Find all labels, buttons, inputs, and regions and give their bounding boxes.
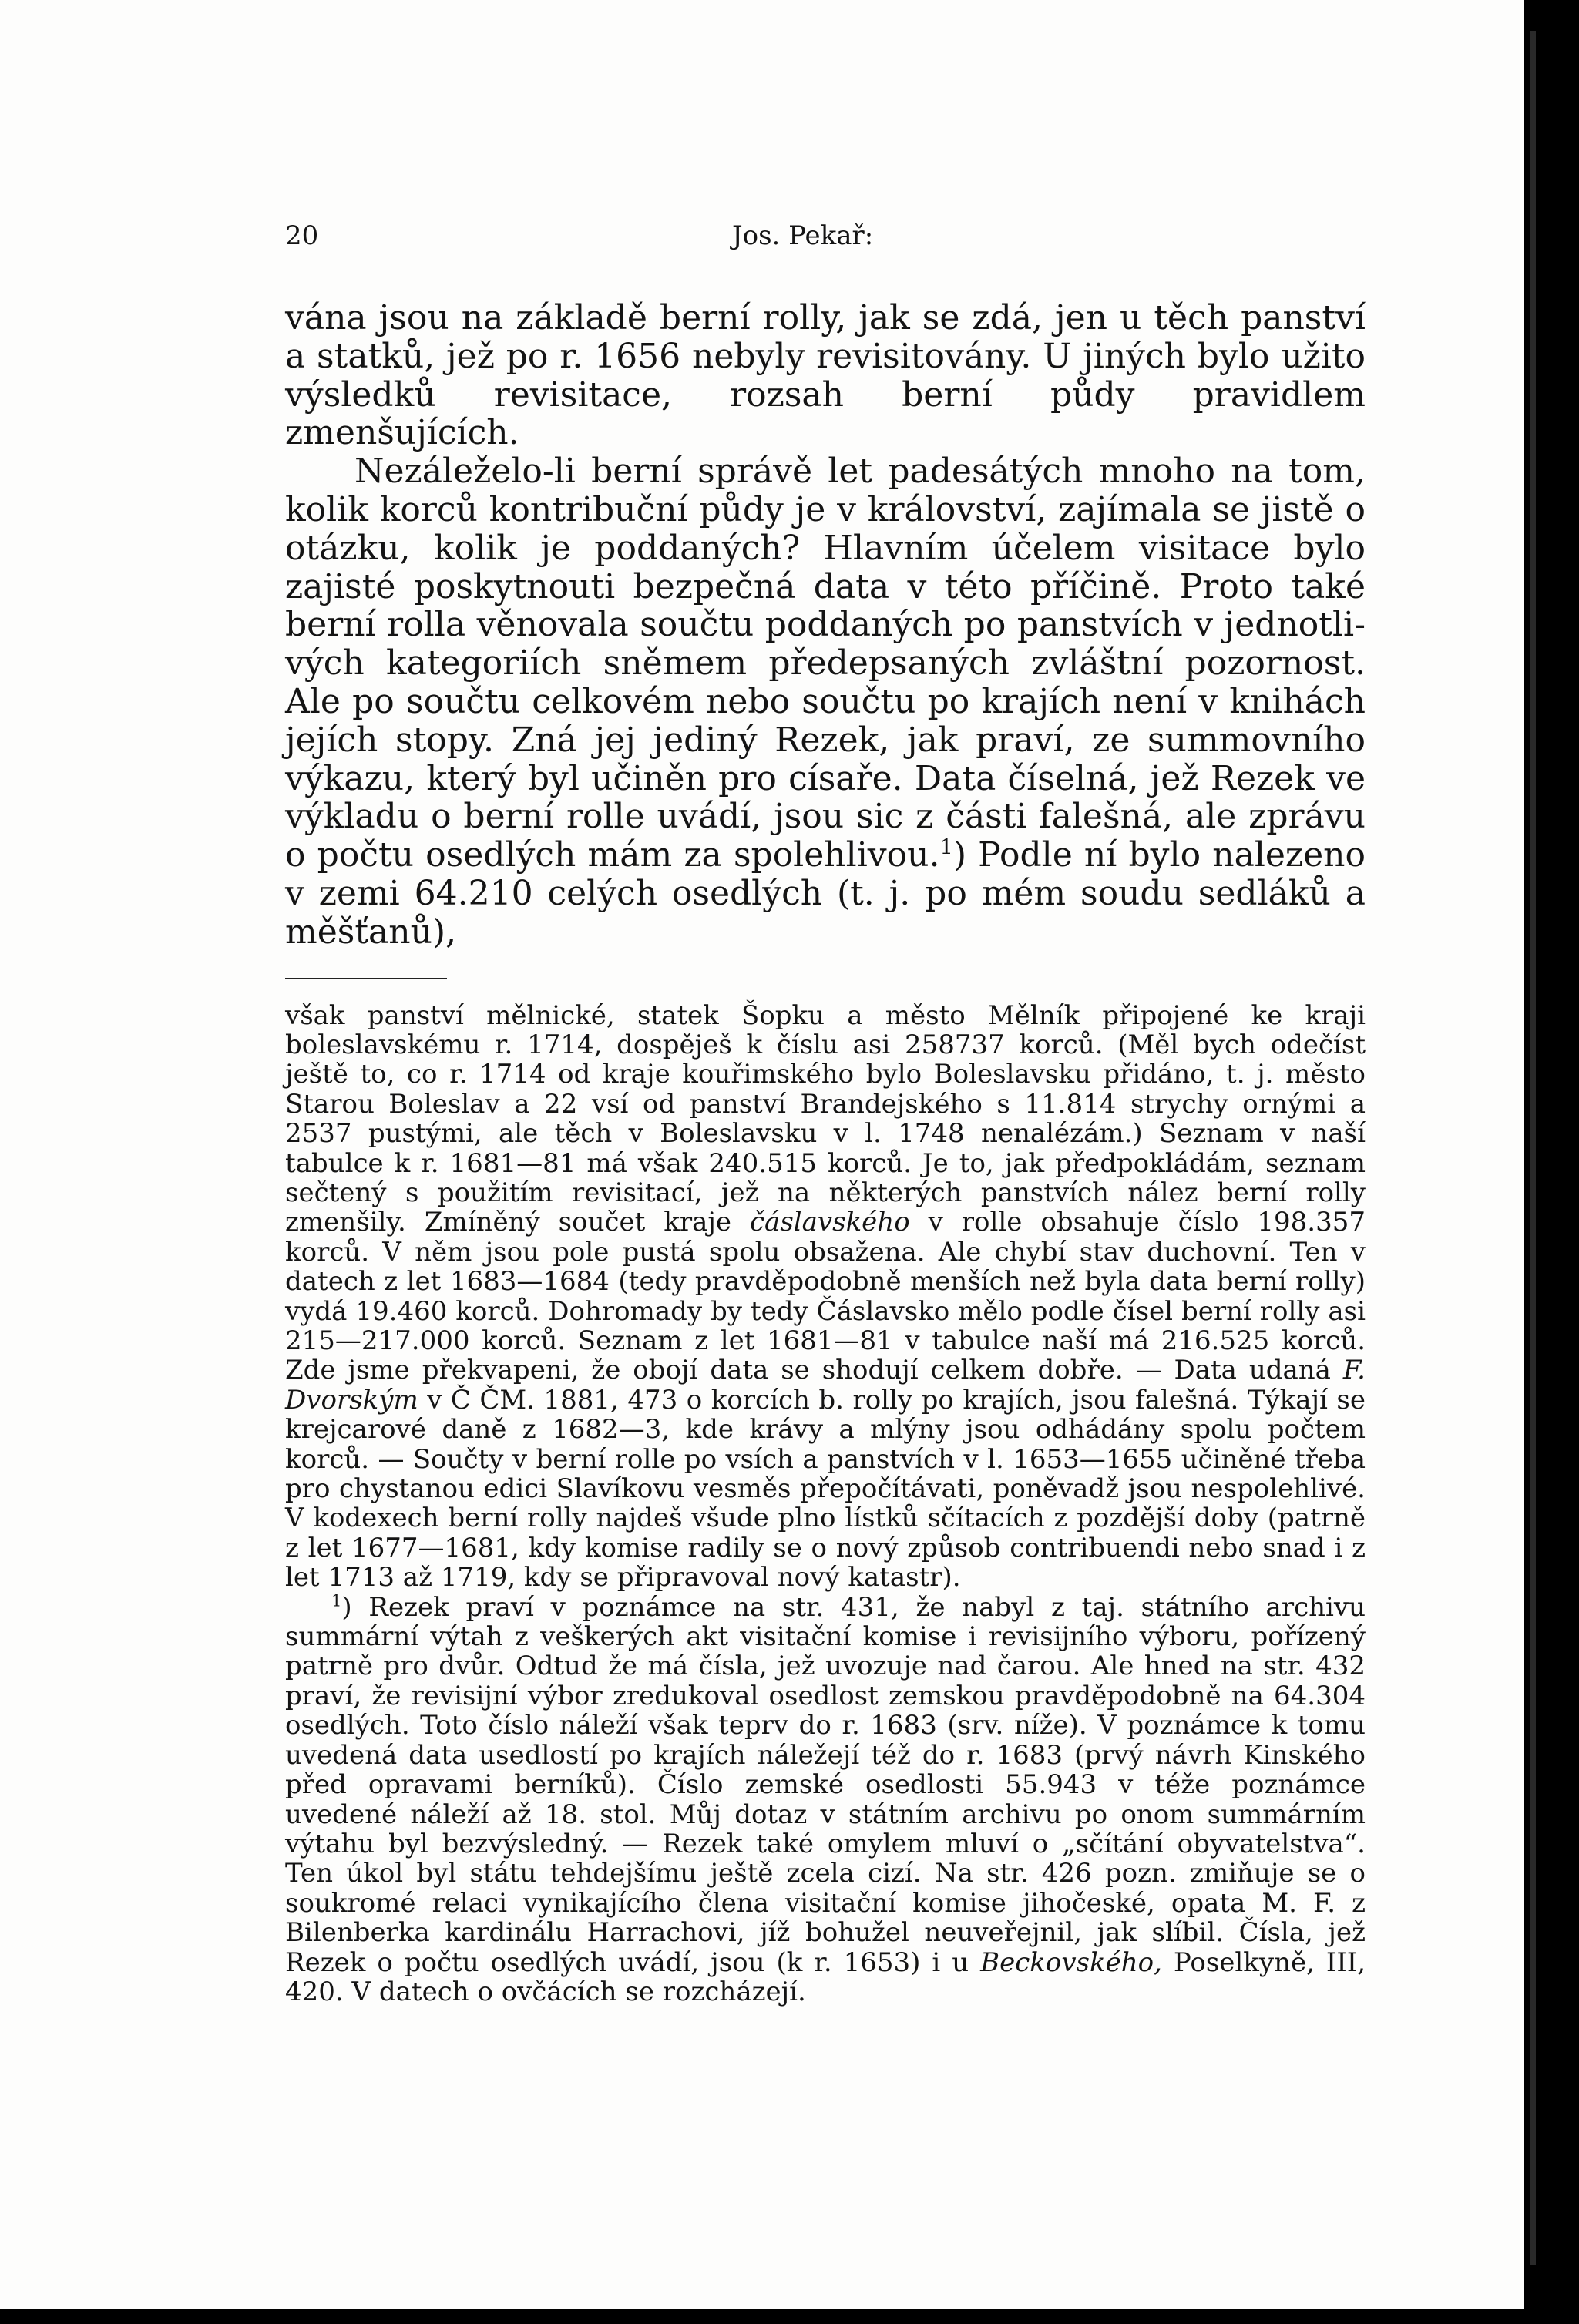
body-paragraph-1: vána jsou na základě berní rolly, jak se zdá, jen u těch panství a statků, jež po r. 1656 nebyly revisitovány. U jiných bylo užito výsledků revisitace, rozsah berní půdy pravidlem zmenšujících. — [285, 298, 1366, 453]
running-title: Jos. Pekař: — [732, 220, 874, 251]
body-paragraph-2 — [285, 452, 1366, 951]
footnote-continued-text-a: však panství mělnické, statek Šopku a město Mělník připojené ke kraji boleslavskému r. 1714, dospěješ k číslu asi 258737 korců. (Měl bych odečíst ještě to, co r. 1714 od kraje kouřimského bylo Boleslavsku přidáno, t. j. město Starou Boleslav a 22 vsí od panství Brandejského s 11.814 strychy ornými a 2537 pustými, ale těch v Boleslavsku v l. 1748 nenalézám.) Seznam v naší tabulce k r. 1681—81 má však 240.515 korců. Je to, jak předpokládám, seznam sečtený s použitím revisitací, jež na některých panstvích nález berní rolly zmenšily. Zmíněný součet kraje — [285, 999, 1366, 1238]
footnote-continued-text-c: v Č ČM. 1881, 473 o korcích b. rolly po krajích, jsou falešná. Týkají se krejcarové daně z 1682—3, kde krávy a mlýny jsou odhádány spolu počtem korců. — Součty v berní rolle po vsích a panstvích v l. 1653—1655 učiněné třeba pro chystanou edici Slavíkovu vesměs přepočítávati, poněvadž jsou nespolehlivé. V kodexech berní rolly najdeš všude plno lístků sčítacích z pozdější doby (patrně z let 1677—1681, kdy komise radily se o nový způsob contribuendi nebo snad i z let 1713 až 1719, kdy se připravoval nový katastr). — [285, 1384, 1366, 1594]
body-paragraph-2-text: Nezáleželo-li berní správě let padesátých mnoho na tom, kolik korců kontribuční půdy je v království, zajímala se jistě o otázku, kolik je poddaných? Hlavním účelem visitace bylo zajisté poskytnouti bezpečná data v této příčině. Proto také berní rolla věnovala součtu poddaných po panstvích v jednotlivých kategoriích sněmem předepsaných zvláštní pozornost. Ale po součtu celkovém nebo součtu po krajích není v knihách jejích stopy. Zná jej jediný Rezek, jak praví, ze summovního výkazu, který byl učiněn pro císaře. Data číselná, jež Rezek ve výkladu o berní rolle uvádí, jsou sic z části falešná, ale zprávu o počtu osedlých mám za spolehlivou. — [285, 452, 1366, 875]
footnote-1-text-b: Poselkyně, III, 420. V datech o ovčácích se rozcházejí. — [285, 1946, 1366, 2007]
page-number: 20 — [285, 220, 319, 251]
footnote-continued-author: F. Dvorským — [285, 1355, 1366, 1416]
main-text — [285, 299, 1366, 952]
footnote-continued-italic: čáslavského — [750, 1207, 910, 1238]
page-edge-line — [1530, 31, 1536, 2265]
footnotes — [285, 1001, 1366, 2007]
footnote-1-marker: 1 — [331, 1590, 342, 1610]
footnote-1-text-a: ) Rezek praví v poznámce na str. 431, že nabyl z taj. státního archivu summární výtah z veškerých akt visitační komise i revisijního výboru, pořízený patrně pro dvůr. Odtud že má čísla, jež uvozuje nad čarou. Ale hned na str. 432 praví, že revisijní výbor zredukoval osedlost zemskou pravděpodobně na 64.304 osedlých. Toto číslo náleží však teprv do r. 1683 (srv. níže). V poznámce k tomu uvedená data usedlostí po krajích náležejí též do r. 1683 (prvý návrh Kinského před opravami berníků). Číslo zemské osedlosti 55.943 v téže poznámce uvedené náleží až 18. stol. Můj dotaz v státním archivu po onom summárním výtahu byl bezvýsledný. — Rezek také omylem mluví o „sčítání obyvatelstva“. Ten úkol byl státu tehdejšímu ještě zcela cizí. Na str. 426 pozn. zmiňuje se o soukromé relaci vynikajícího člena visitační komise jihočeské, opata M. F. z Bilenberka kardinálu Harrachovi, jíž bohužel neuveřejnil, jak slíbil. Čísla, jež Rezek o počtu osedlých uvádí, jsou (k r. 1653) i u — [285, 1591, 1366, 1978]
footnote-continued-text-b: v rolle obsahuje číslo 198.357 korců. V něm jsou pole pustá spolu obsažena. Ale chybí stav duchovní. Ten v datech z let 1683—1684 (tedy pravděpodobně menších než byla data berní rolly) vydá 19.460 korců. Dohromady by tedy Čáslavsko mělo podle čísel berní rolly asi 215—217.000 korců. Seznam z let 1681—81 v tabulce naší má 216.525 korců. Zde jsme překvapeni, že obojí data se shodují celkem dobře. — Data udaná — [285, 1207, 1366, 1386]
footnote-1 — [285, 1590, 1366, 2007]
body-paragraph-2-continuation: ) Podle ní bylo nalezeno v zemi 64.210 celých osedlých (t. j. po mém soudu sedláků a měšťanů), — [285, 835, 1366, 952]
footnote-1-italic: Beckovského, — [980, 1946, 1162, 1978]
footnote-continued — [285, 1001, 1366, 1593]
footnote-reference: 1 — [939, 835, 953, 860]
footnote-separator — [285, 978, 447, 979]
running-head — [285, 220, 1366, 256]
page-content — [285, 220, 1366, 2007]
